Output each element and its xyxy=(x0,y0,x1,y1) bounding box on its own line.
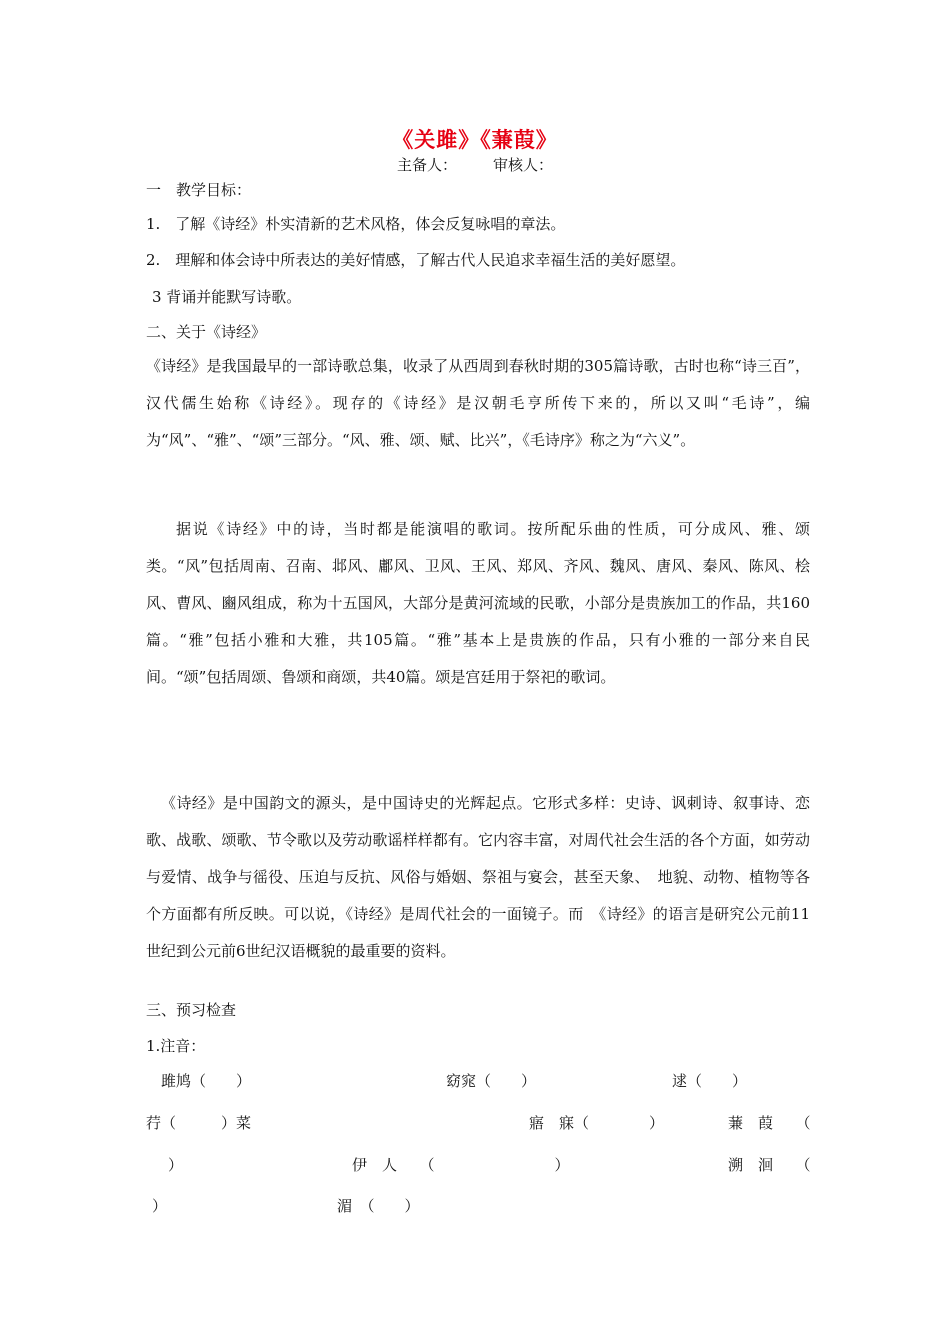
pinyin-item-suhui: 溯 洄 （ xyxy=(728,1156,811,1174)
pinyin-item-yiren: 伊 人 （ ） xyxy=(352,1156,570,1174)
pinyin-item-xingcai: 荇（ ）菜 xyxy=(146,1114,252,1132)
author-line xyxy=(0,154,950,175)
pinyin-item-yaotiao: 窈窕（ ） xyxy=(446,1072,537,1090)
reviewer-label: 审核人： xyxy=(493,156,554,174)
objective-item-3: 3 背诵并能默写诗歌。 xyxy=(152,288,302,306)
pinyin-item-jianjia-close: ） xyxy=(168,1156,184,1174)
preparer-label: 主备人： xyxy=(396,156,457,174)
section3-heading: 三、预习检查 xyxy=(146,1001,237,1019)
section2-heading: 二、关于《诗经》 xyxy=(146,323,267,341)
pinyin-item-qiu: 逑（ ） xyxy=(672,1072,748,1090)
document-title: 《关雎》《蒹葭》 xyxy=(392,127,558,152)
pinyin-item-jianjia: 蒹 葭 （ xyxy=(728,1114,811,1132)
objective-item-1: 1. 了解《诗经》朴实清新的艺术风格，体会反复咏唱的章法。 xyxy=(146,215,566,233)
paragraph-significance: 《诗经》是中国韵文的源头，是中国诗史的光辉起点。它形式多样：史诗、讽刺诗、叙事诗、恋歌、战歌、颂歌、节令歌以及劳动歌谣样样都有。它内容丰富，对周代社会生活的各个方面，如劳动与爱情、战争与徭役、压迫与反抗、风俗与婚姻、祭祖与宴会，甚至天象、 地貌、动物、植物等各个方面都有所反映。可以说，《诗经》是周代社会的一面镜子。而 《诗经》的语言是研究公元前11世纪到公元前6世纪汉语概貌的最重要的资料。 xyxy=(146,794,810,960)
pinyin-item-wumei: 寤 寐（ ） xyxy=(529,1114,665,1132)
pinyin-subheading: 1.注音： xyxy=(146,1037,206,1055)
paragraph-intro: 《诗经》是我国最早的一部诗歌总集，收录了从西周到春秋时期的305篇诗歌，古时也称“诗三百”，汉代儒生始称《诗经》。现存的《诗经》是汉朝毛亨所传下来的，所以又叫“毛诗”，编为“风”、“雅”、“颂”三部分。“风、雅、颂、赋、比兴”，《毛诗序》称之为“六义”。 xyxy=(146,357,810,449)
pinyin-item-mei: 湄 （ ） xyxy=(337,1197,420,1215)
paragraph-classification: 据说《诗经》中的诗，当时都是能演唱的歌词。按所配乐曲的性质，可分成风、雅、颂类。“风”包括周南、召南、邶风、鄘风、卫风、王风、郑风、齐风、魏风、唐风、秦风、陈风、桧风、曹风、豳风组成，称为十五国风，大部分是黄河流域的民歌，小部分是贵族加工的作品，共160篇。“雅”包括小雅和大雅，共105篇。“雅”基本上是贵族的作品，只有小雅的一部分来自民间。“颂”包括周颂、鲁颂和商颂，共40篇。颂是宫廷用于祭祀的歌词。 xyxy=(146,520,810,686)
objective-item-2: 2. 理解和体会诗中所表达的美好情感，了解古代人民追求幸福生活的美好愿望。 xyxy=(146,251,686,269)
pinyin-item-suhui-close: ） xyxy=(152,1197,168,1215)
section1-heading: 一 教学目标： xyxy=(146,181,252,199)
pinyin-item-jujiu: 雎鸠（ ） xyxy=(161,1072,252,1090)
